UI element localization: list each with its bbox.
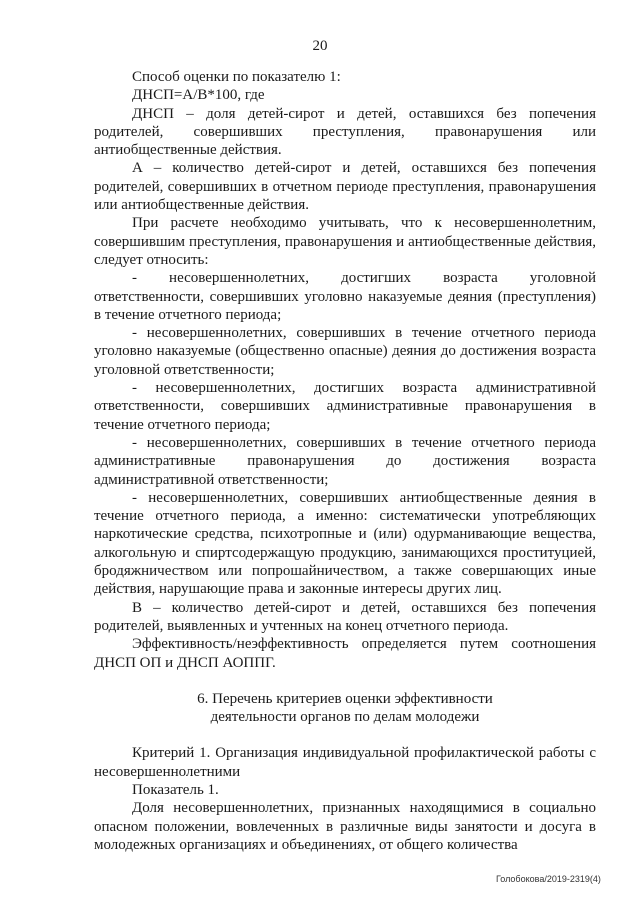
paragraph-formula: ДНСП=А/В*100, где xyxy=(132,87,265,104)
paragraph-effectiveness: Эффективность/неэффективность определяется путем соотношения ДНСП ОП и ДНСП АОППГ. xyxy=(94,636,596,671)
paragraph-dnsp-definition: ДНСП – доля детей-сирот и детей, оставшихся без попечения родителей, совершивших преступления, правонарушения или антиобщественные действия. xyxy=(94,105,596,159)
list-item-before-criminal-age: - несовершеннолетних, совершивших в течение отчетного периода уголовно наказуемые (общественно опасные) деяния до достижения возраста уголовной ответственности; xyxy=(94,325,596,378)
paragraph-indicator-1-description: Доля несовершеннолетних, признанных находящимися в социально опасном положении, вовлеченных в различные виды занятости и досуга в молодежных организациях и объединениях, от общего количества xyxy=(94,800,596,853)
section-title-line-2: деятельности органов по делам молодежи xyxy=(210,709,480,726)
paragraph-a-definition: А – количество детей-сирот и детей, оставшихся без попечения родителей, совершивших в отчетном периоде преступления, правонарушения или антиобщественные действия. xyxy=(94,160,596,214)
paragraph-b-definition: В – количество детей-сирот и детей, оставшихся без попечения родителей, выявленных и учтенных на конец отчетного периода. xyxy=(94,599,596,634)
page-number: 20 xyxy=(312,38,328,54)
document-body xyxy=(94,68,596,854)
paragraph-indicator-1: Показатель 1. xyxy=(132,781,219,798)
paragraph-criterion-1: Критерий 1. Организация индивидуальной профилактической работы с несовершеннолетними xyxy=(94,745,596,780)
section-title-line-1: 6. Перечень критериев оценки эффективности xyxy=(197,690,493,707)
list-item-criminal-age: - несовершеннолетних, достигших возраста уголовной ответственности, совершивших уголовно наказуемые деяния (преступления) в течение отчетного периода; xyxy=(94,270,596,323)
list-item-antisocial-acts: - несовершеннолетних, совершивших антиобщественные деяния в течение отчетного периода, а именно: систематически употребляющих наркотические средства, психотропные и (или) одурманивающие вещества, алкогольную и спиртсодержащую продукцию, занимающихся проституцией, бродяжничеством или попрошайничеством, а также совершающих иные действия, нарушающие права и законные интересы других лиц. xyxy=(94,489,596,598)
footer-document-code: Голобокова/2019-2319(4) xyxy=(496,874,601,884)
section-title xyxy=(94,690,596,727)
paragraph-calculation-note: При расчете необходимо учитывать, что к несовершеннолетним, совершившим преступления, правонарушения и антиобщественные действия, следует относить: xyxy=(94,215,596,268)
list-item-before-administrative-age: - несовершеннолетних, совершивших в течение отчетного периода административные правонарушения до достижения возраста административной ответственности; xyxy=(94,434,596,488)
list-item-administrative-age: - несовершеннолетних, достигших возраста административной ответственности, совершивших административные правонарушения в течение отчетного периода; xyxy=(94,380,596,433)
paragraph-method: Способ оценки по показателю 1: xyxy=(132,69,341,85)
